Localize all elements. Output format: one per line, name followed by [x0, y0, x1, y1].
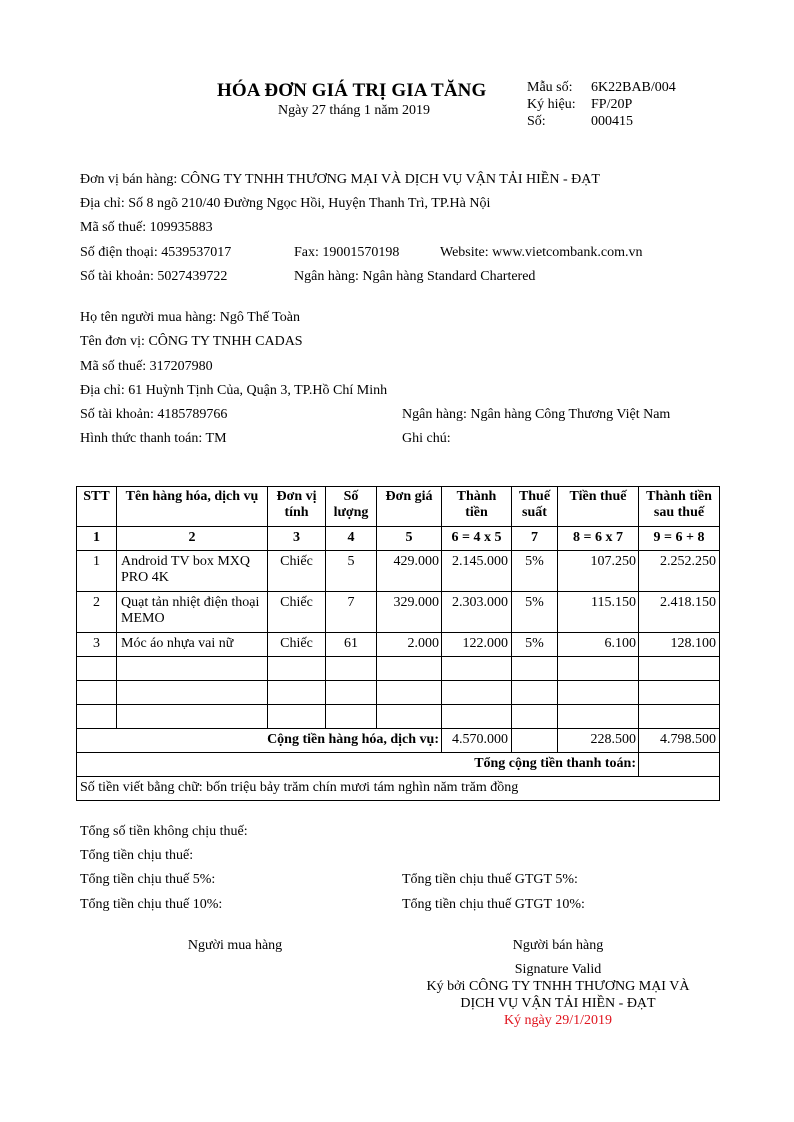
col-header-unit: Đơn vị tính	[268, 487, 326, 527]
subtotal-row	[77, 729, 720, 753]
item-unit: Chiếc	[268, 592, 326, 633]
item-amount: 2.145.000	[442, 551, 512, 592]
item-stt: 1	[77, 551, 117, 592]
item-rate: 5%	[512, 592, 558, 633]
taxable-total: Tổng tiền chịu thuế:	[80, 848, 194, 863]
item-total: 128.100	[639, 633, 720, 657]
item-unit: Chiếc	[268, 551, 326, 592]
non-taxable-total: Tổng số tiền không chịu thuế:	[80, 824, 248, 839]
grand-total-row	[77, 753, 720, 777]
item-stt: 3	[77, 633, 117, 657]
symbol-label: Ký hiệu:	[527, 97, 576, 112]
col-number: 2	[117, 527, 268, 551]
taxable-10-total: Tổng tiền chịu thuế 10%:	[80, 897, 223, 912]
signature-status: Signature Valid	[514, 962, 602, 977]
buyer-account: Số tài khoản: 4185789766	[80, 407, 228, 422]
item-total: 2.252.250	[639, 551, 720, 592]
buyer-bank: Ngân hàng: Ngân hàng Công Thương Việt Nam	[402, 407, 671, 422]
item-price: 2.000	[377, 633, 442, 657]
vat-10-total: Tổng tiền chịu thuế GTGT 10%:	[402, 897, 585, 912]
buyer-company: Tên đơn vị: CÔNG TY TNHH CADAS	[80, 334, 303, 349]
items-table	[76, 486, 720, 801]
subtotal-label: Cộng tiền hàng hóa, dịch vụ:	[77, 729, 442, 753]
subtotal-total: 4.798.500	[639, 729, 720, 753]
seller-name: Đơn vị bán hàng: CÔNG TY TNHH THƯƠNG MẠI VÀ DỊCH VỤ VẬN TẢI HIỀN - ĐẠT	[80, 172, 600, 187]
taxable-5-total: Tổng tiền chịu thuế 5%:	[80, 872, 216, 887]
signed-date: Ký ngày 29/1/2019	[503, 1013, 613, 1028]
item-amount: 122.000	[442, 633, 512, 657]
col-number-row	[77, 527, 720, 551]
seller-signature-label: Người bán hàng	[512, 938, 604, 953]
item-rate: 5%	[512, 551, 558, 592]
in-words-row	[77, 777, 720, 801]
col-number: 6 = 4 x 5	[442, 527, 512, 551]
signed-by-line1: Ký bởi CÔNG TY TNHH THƯƠNG MẠI VÀ	[426, 979, 690, 994]
invoice-date: Ngày 27 tháng 1 năm 2019	[278, 103, 431, 118]
item-qty: 7	[326, 592, 377, 633]
col-number: 9 = 6 + 8	[639, 527, 720, 551]
empty-row	[77, 657, 720, 681]
table-row	[77, 592, 720, 633]
seller-account: Số tài khoản: 5027439722	[80, 269, 228, 284]
col-number: 3	[268, 527, 326, 551]
item-tax: 6.100	[558, 633, 639, 657]
seller-address: Địa chỉ: Số 8 ngõ 210/40 Đường Ngọc Hồi, Huyện Thanh Trì, TP.Hà Nội	[80, 196, 491, 211]
col-header-tax: Tiền thuế	[558, 487, 639, 527]
col-number: 8 = 6 x 7	[558, 527, 639, 551]
table-row	[77, 633, 720, 657]
item-price: 329.000	[377, 592, 442, 633]
col-header-amount: Thành tiền	[442, 487, 512, 527]
col-header-price: Đơn giá	[377, 487, 442, 527]
col-header-name: Tên hàng hóa, dịch vụ	[117, 487, 268, 527]
item-amount: 2.303.000	[442, 592, 512, 633]
buyer-signature-label: Người mua hàng	[187, 938, 283, 953]
item-name: Android TV box MXQ PRO 4K	[117, 551, 268, 592]
item-name: Quạt tản nhiệt điện thoại MEMO	[117, 592, 268, 633]
col-number: 7	[512, 527, 558, 551]
item-tax: 107.250	[558, 551, 639, 592]
subtotal-tax: 228.500	[558, 729, 639, 753]
form-no-value: 6K22BAB/004	[591, 80, 676, 95]
col-number: 1	[77, 527, 117, 551]
invoice-title: HÓA ĐƠN GIÁ TRỊ GIA TĂNG	[217, 80, 487, 101]
form-no-label: Mẫu số:	[527, 80, 573, 95]
seller-fax: Fax: 19001570198	[294, 245, 400, 260]
item-tax: 115.150	[558, 592, 639, 633]
col-header-rate: Thuế suất	[512, 487, 558, 527]
item-qty: 61	[326, 633, 377, 657]
buyer-tax-code: Mã số thuế: 317207980	[80, 359, 213, 374]
signed-by-line2: DỊCH VỤ VẬN TẢI HIỀN - ĐẠT	[460, 996, 656, 1011]
header-row	[77, 487, 720, 527]
payment-method: Hình thức thanh toán: TM	[80, 431, 227, 446]
col-number: 4	[326, 527, 377, 551]
buyer-name: Họ tên người mua hàng: Ngô Thế Toàn	[80, 310, 300, 325]
item-unit: Chiếc	[268, 633, 326, 657]
buyer-note: Ghi chú:	[402, 431, 451, 446]
empty-row	[77, 705, 720, 729]
empty-row	[77, 681, 720, 705]
vat-5-total: Tổng tiền chịu thuế GTGT 5%:	[402, 872, 578, 887]
subtotal-rate-empty	[512, 729, 558, 753]
table-row	[77, 551, 720, 592]
col-header-stt: STT	[77, 487, 117, 527]
col-header-qty: Số lượng	[326, 487, 377, 527]
subtotal-amount: 4.570.000	[442, 729, 512, 753]
seller-tax-code: Mã số thuế: 109935883	[80, 220, 213, 235]
seller-phone: Số điện thoại: 4539537017	[80, 245, 232, 260]
col-header-total: Thành tiền sau thuế	[639, 487, 720, 527]
item-stt: 2	[77, 592, 117, 633]
item-rate: 5%	[512, 633, 558, 657]
item-qty: 5	[326, 551, 377, 592]
grand-total-value	[639, 753, 720, 777]
col-number: 5	[377, 527, 442, 551]
grand-total-label: Tổng cộng tiền thanh toán:	[77, 753, 639, 777]
number-label: Số:	[527, 114, 546, 129]
item-price: 429.000	[377, 551, 442, 592]
item-total: 2.418.150	[639, 592, 720, 633]
number-value: 000415	[591, 114, 633, 129]
seller-bank: Ngân hàng: Ngân hàng Standard Chartered	[294, 269, 536, 284]
amount-in-words: Số tiền viết bằng chữ: bốn triệu bảy trăm chín mươi tám nghìn năm trăm đồng	[77, 777, 720, 801]
symbol-value: FP/20P	[591, 97, 633, 112]
item-name: Móc áo nhựa vai nữ	[117, 633, 268, 657]
buyer-address: Địa chỉ: 61 Huỳnh Tịnh Của, Quận 3, TP.Hồ Chí Minh	[80, 383, 388, 398]
seller-website: Website: www.vietcombank.com.vn	[440, 245, 643, 260]
